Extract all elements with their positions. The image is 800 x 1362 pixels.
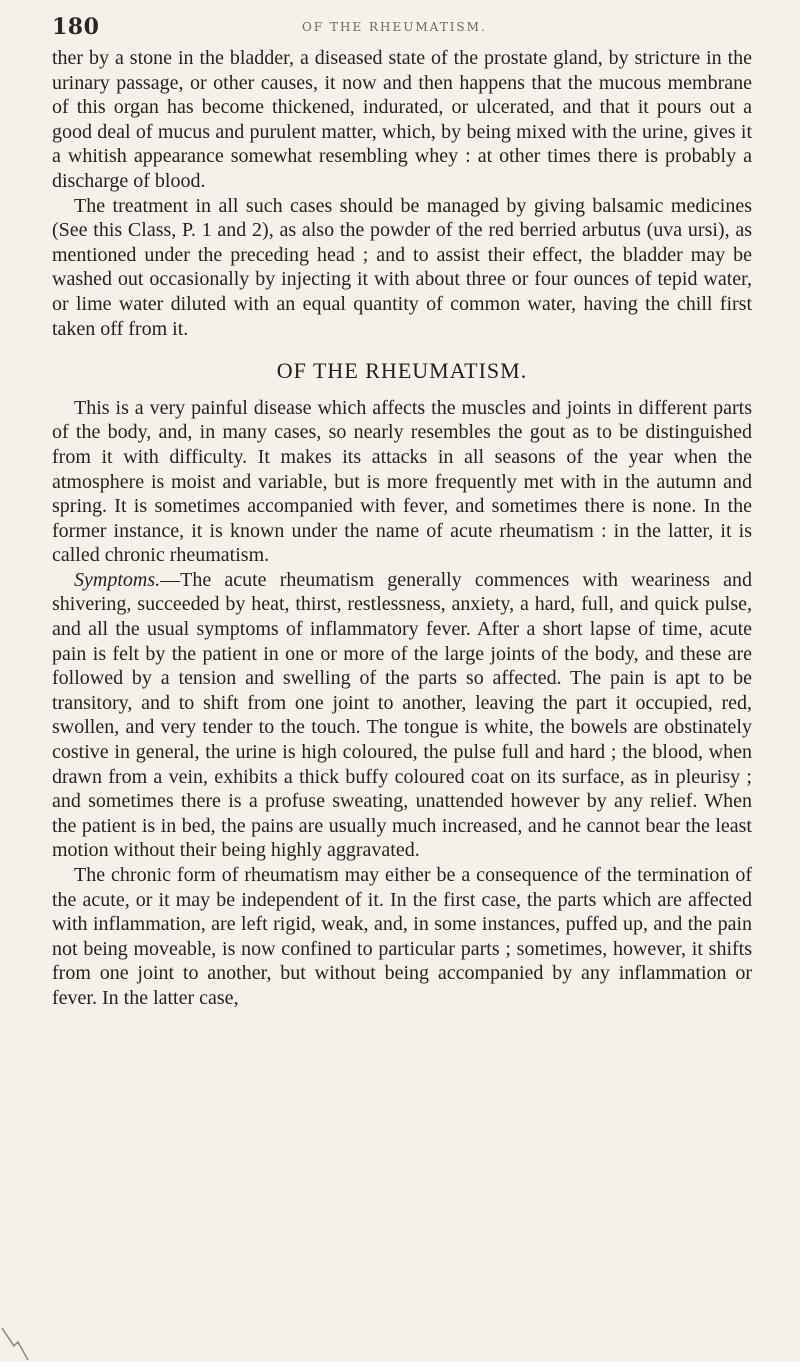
section-heading: OF THE RHEUMATISM. bbox=[276, 358, 528, 384]
text-block bbox=[52, 46, 752, 1011]
symptoms-text: —The acute rheumatism generally commences with weariness and shivering, succeeded by heat, thirst, restlessness, anxiety, a hard, full, and quick pulse, and all the usual symptoms of inflammatory fever. After a short lapse of time, acute pain is felt by the patient in one or more of the large joints of the body, and these are followed by a tension and swelling of the parts so affected. The pain is apt to be transitory, and to shift from one joint to another, leaving the part it occupied, red, swollen, and very tender to the touch. The tongue is white, the bowels are obstinately costive in general, the urine is high coloured, the pulse full and hard ; the blood, when drawn from a vein, exhibits a thick buffy coloured coat on its surface, as in pleurisy ; and sometimes there is a profuse sweating, unattended however by any relief. When the patient is in bed, the pains are usually much increased, and he cannot bear the least motion without their being highly aggravated. bbox=[52, 568, 752, 862]
symptoms-label: Symptoms. bbox=[74, 568, 161, 591]
page-number: 180 bbox=[52, 14, 100, 40]
page-corner-mark-icon bbox=[0, 1326, 30, 1362]
running-title: OF THE RHEUMATISM. bbox=[302, 20, 487, 34]
running-head bbox=[52, 14, 752, 44]
paragraph-continuation: ther by a stone in the bladder, a diseased state of the prostate gland, by stricture in the urinary passage, or other causes, it now and then happens that the mucous membrane of this organ has become thickened, indurated, or ulcerated, and that it pours out a good deal of mucus and purulent matter, which, by being mixed with the urine, gives it a whitish appearance somewhat resembling whey : at other times there is probably a discharge of blood. bbox=[52, 47, 752, 192]
paragraph-treatment: The treatment in all such cases should be managed by giving balsamic medicines (See this Class, P. 1 and 2), as also the powder of the red berried arbutus (uva ursi), as mentioned under the preceding head ; and to assist their effect, the bladder may be washed out occasionally by injecting it with about three or four ounces of tepid water, or lime water diluted with an equal quantity of common water, having the chill first taken off from it. bbox=[52, 194, 752, 340]
paragraph-symptoms bbox=[52, 568, 752, 863]
paragraph-rheumatism-intro: This is a very painful disease which affects the muscles and joints in different parts of the body, and, in many cases, so nearly resembles the gout as to be distinguished from it with difficulty. It makes its attacks in all seasons of the year when the atmosphere is moist and variable, but is more frequently met with in the autumn and spring. It is sometimes accompanied with fever, and sometimes there is none. In the former instance, it is known under the name of acute rheumatism : in the latter, it is called chronic rheumatism. bbox=[52, 396, 752, 567]
paragraph-chronic: The chronic form of rheumatism may either be a consequence of the termination of the acute, or it may be independent of it. In the first case, the parts which are affected with inflammation, are left rigid, weak, and, in some instances, puffed up, and the pain not being moveable, is now confined to particular parts ; sometimes, however, it shifts from one joint to another, but without being accompanied by any inflammation or fever. In the latter case, bbox=[52, 864, 752, 1009]
